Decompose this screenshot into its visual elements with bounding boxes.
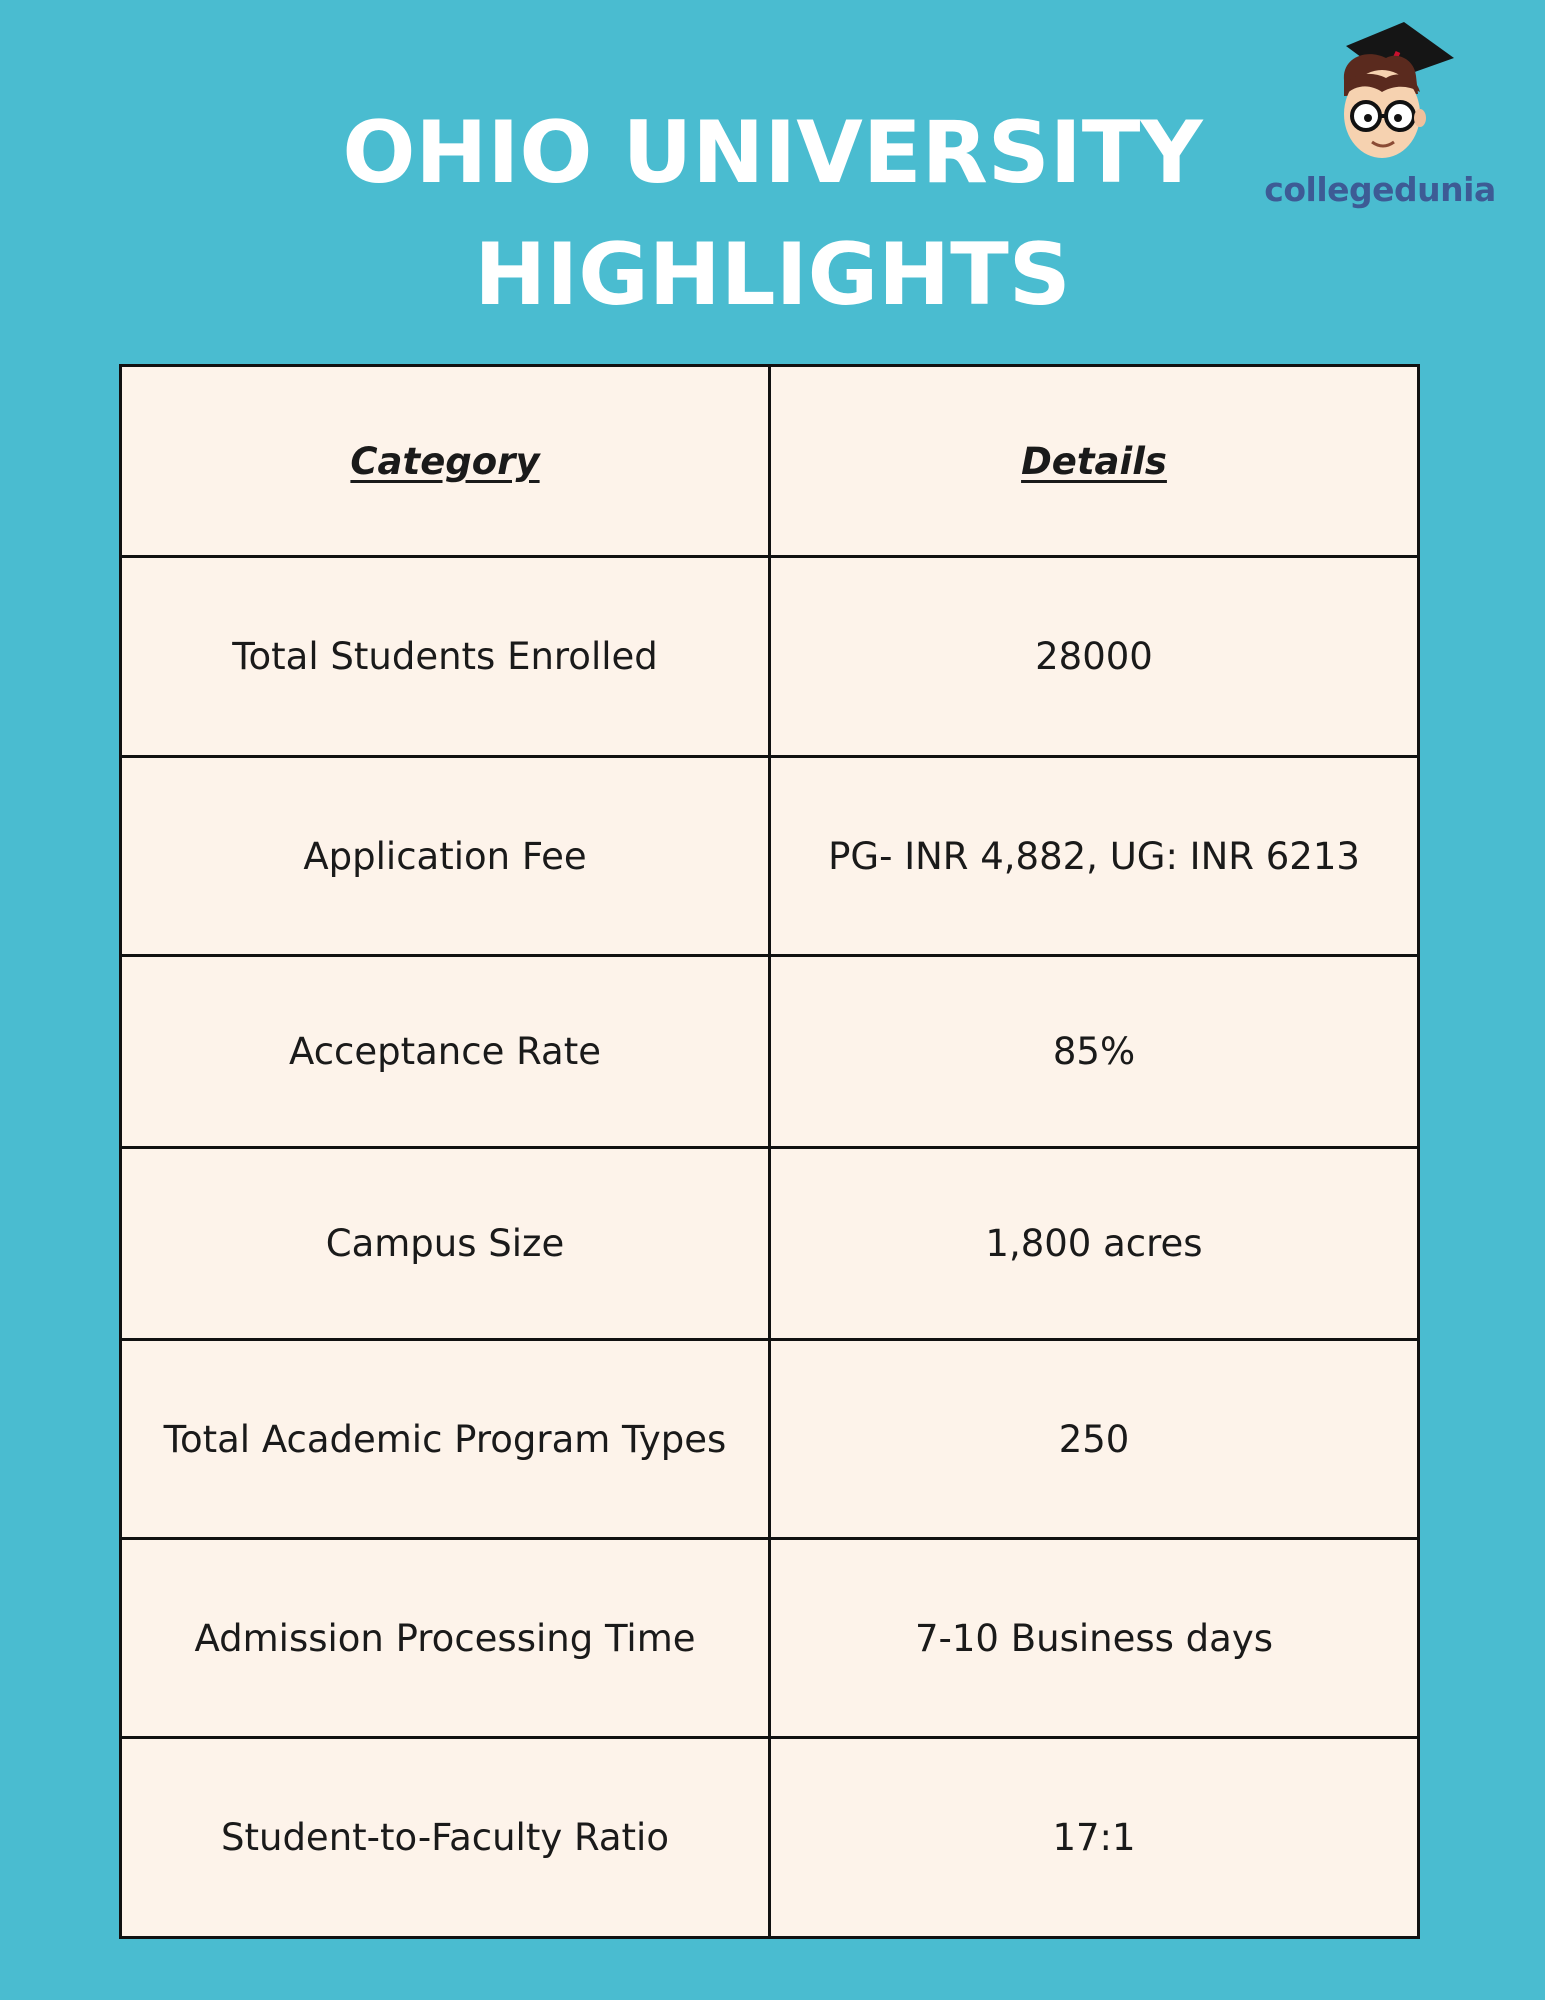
category-cell: Admission Processing Time bbox=[121, 1539, 770, 1738]
student-mascot-icon bbox=[1326, 18, 1456, 168]
category-cell: Acceptance Rate bbox=[121, 956, 770, 1148]
table-row bbox=[121, 1340, 1419, 1539]
column-header-category: Category bbox=[121, 366, 770, 557]
table-row bbox=[121, 757, 1419, 956]
details-cell: 28000 bbox=[770, 557, 1419, 757]
category-cell: Total Academic Program Types bbox=[121, 1340, 770, 1539]
category-cell: Total Students Enrolled bbox=[121, 557, 770, 757]
details-cell: 85% bbox=[770, 956, 1419, 1148]
table-row bbox=[121, 1738, 1419, 1938]
category-cell: Student-to-Faculty Ratio bbox=[121, 1738, 770, 1938]
collegedunia-logo[interactable] bbox=[1262, 18, 1498, 218]
title-line-1: OHIO UNIVERSITY bbox=[342, 103, 1203, 203]
details-cell: 250 bbox=[770, 1340, 1419, 1539]
table-header-row bbox=[121, 366, 1419, 557]
table-row bbox=[121, 956, 1419, 1148]
details-cell: 1,800 acres bbox=[770, 1148, 1419, 1340]
title-line-2: HIGHLIGHTS bbox=[474, 225, 1071, 325]
logo-text: collegedunia bbox=[1264, 170, 1496, 209]
category-cell: Application Fee bbox=[121, 757, 770, 956]
table-row bbox=[121, 1148, 1419, 1340]
table-row bbox=[121, 1539, 1419, 1738]
highlights-table bbox=[119, 364, 1420, 1939]
details-cell: 7-10 Business days bbox=[770, 1539, 1419, 1738]
table-row bbox=[121, 557, 1419, 757]
category-cell: Campus Size bbox=[121, 1148, 770, 1340]
column-header-details: Details bbox=[770, 366, 1419, 557]
details-cell: PG- INR 4,882, UG: INR 6213 bbox=[770, 757, 1419, 956]
details-cell: 17:1 bbox=[770, 1738, 1419, 1938]
